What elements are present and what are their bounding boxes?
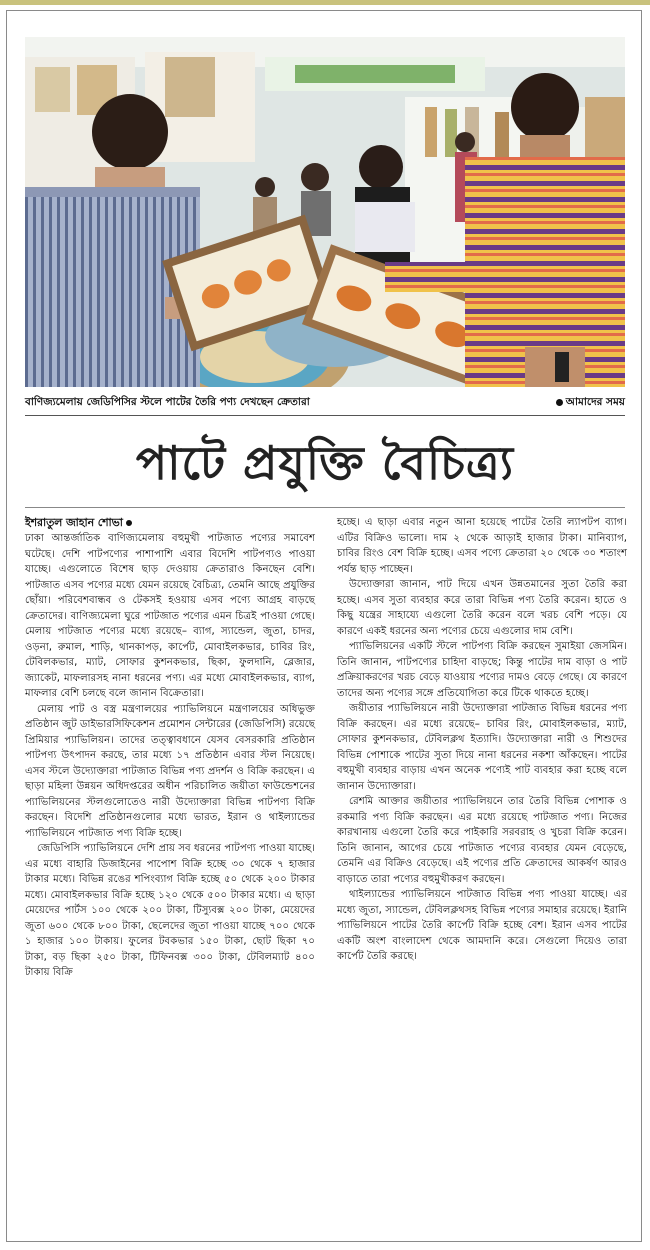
- paragraph: ঢাকা আন্তর্জাতিক বাণিজ্যমেলায় বহুমুখী পাটজাত পণ্যের সমাবেশ ঘটেছে। দেশি পাটপণ্যের পাশাপাশি এবার বিদেশি পাটপণ্যও পাওয়া যাচ্ছে। এগুলোতে বিশেষ ছাড় দেওয়ায় ক্রেতারাও কিনছেন বেশি। পাটজাত এসব পণ্যের মধ্যে যেমন রয়েছে বৈচিত্র্য, তেমনি আছে প্রযুক্তির ছোঁয়া। পরিবেশবান্ধব ও টেকসই হওয়ায় এসব পণ্যে আগ্রহ বাড়ছে ক্রেতাদের। বাণিজ্যমেলা ঘুরে পাটজাত পণ্যের এমন চিত্রই পাওয়া গেছে। মেলায় পাটজাত পণ্যের মধ্যে রয়েছে– ব্যাগ, স্যান্ডেল, জুতা, চাদর, ওড়না, রুমাল, শাড়ি, থানকাপড়, কার্পেট, মোবাইলকভার, চাবির রিং, টেবিলকভার, ম্যাট, সোফার কুশনকভার, ছিকা, ফুলদানি, ব্লেজার, জ্যাকেট, মাফলারসহ নানা ধরনের পণ্য। এর মধ্যে মোবাইলকভার, ব্যাগ, মাফলার বেশি চলছে বলে জানান বিক্রেতারা।: [25, 533, 315, 699]
- paragraph: মেলায় পাট ও বস্ত্র মন্ত্রণালয়ের প্যাভিলিয়নে মন্ত্রণালয়ের অধিভুক্ত প্রতিষ্ঠান জুট ডাইভারসিফিকেশন প্রমোশন সেন্টারের (জেডিপিসি) রয়েছে প্রিমিয়ার প্যাভিলিয়ন। তাদের তত্ত্বাবধানে যেসব বেসরকারি প্রতিষ্ঠান পাটপণ্য উৎপাদন করছে, তার মধ্যে ১৭ প্রতিষ্ঠান এবার স্টল নিয়েছে। এসব স্টলে উদ্যোক্তারা পাটজাত বিভিন্ন পণ্য প্রদর্শন ও বিক্রি করছেন। এ ছাড়া মহিলা উন্নয়ন অধিদপ্তরের অধীন পরিচালিত জয়ীতা ফাউন্ডেশনের প্যাভিলিয়নের স্টলগুলোতেও নারী উদ্যোক্তারা বিভিন্ন পাটপণ্য বিক্রি করছেন। বিদেশি প্রতিষ্ঠানগুলোর মধ্যে ভারত, ইরান ও থাইল্যান্ডের প্যাভিলিয়নে পাটজাত পণ্য বিক্রি হচ্ছে।: [25, 703, 315, 839]
- top-accent-bar: [0, 0, 650, 5]
- headline-divider: [25, 507, 625, 508]
- author-name: ইশরাতুল জাহান শোভা: [25, 516, 123, 529]
- headline: পাটে প্রযুক্তি বৈচিত্র্য: [135, 436, 515, 490]
- paragraph: হচ্ছে। এ ছাড়া এবার নতুন আনা হয়েছে পাটের তৈরি ল্যাপটপ ব্যাগ। এটির বিক্রিও ভালো। দাম ২ থেকে আড়াই হাজার টাকা। মানিব্যাগ, চাবির রিংও বেশ বিক্রি হচ্ছে। এসব পণ্যে ক্রেতারা ২০ থেকে ৩০ শতাংশ পর্যন্ত ছাড় পাচ্ছেন।: [337, 517, 627, 575]
- paragraph: জয়ীতার প্যাভিলিয়নে নারী উদ্যোক্তারা পাটজাত বিভিন্ন ধরনের পণ্য বিক্রি করছেন। এর মধ্যে রয়েছে– চাবির রিং, মোবাইলকভার, ম্যাট, সোফার কুশনকভার, টেবিলক্লথ ইত্যাদি। উদ্যোক্তারা নারী ও শিশুদের বিভিন্ন পোশাকে পাটের সুতা দিয়ে নানা ধরনের নকশা আঁকছেন। পাটের বহুমুখী ব্যবহার বাড়ায় এখন অনেক পণ্যেই পাট ব্যবহার করা হচ্ছে বলে জানান উদ্যোক্তারা।: [337, 703, 627, 792]
- photo-credit: [556, 392, 625, 412]
- bullet-icon: [556, 399, 563, 406]
- paragraph: প্যাভিলিয়নের একটি স্টলে পাটপণ্য বিক্রি করছেন সুমাইয়া জেসমিন। তিনি জানান, পাটপণ্যের চাহিদা বাড়ছে; কিন্তু পাটের দাম বাড়া ও পাট প্রক্রিয়াকরণের খরচ বেড়ে যাওয়ায় পণ্যের দামও বেড়ে গেছে। যে কারণে তাদের অন্য পণ্যের সঙ্গে প্রতিযোগিতা করে টিকে থাকতে হচ্ছে।: [337, 641, 627, 699]
- photo-caption: বাণিজ্যমেলায় জেডিপিসির স্টলে পাটের তৈরি পণ্য দেখছেন ক্রেতারা: [25, 396, 310, 408]
- article-column-right: [337, 515, 627, 965]
- paragraph: উদ্যোক্তারা জানান, পাট দিয়ে এখন উন্নতমানের সুতা তৈরি করা হচ্ছে। এসব সুতা ব্যবহার করে তারা বিভিন্ন পণ্য তৈরি করেন। হাতে ও কিছু যন্ত্রের সাহায্যে এগুলো তৈরি করেন বলে খরচ বেশি পড়ে। যে কারণে একই ধরনের অন্য পণ্যের চেয়ে এগুলোর দাম বেশি।: [337, 579, 627, 637]
- paragraph: রেশমি আক্তার জয়ীতার প্যাভিলিয়নে তার তৈরি বিভিন্ন পোশাক ও রকমারি পণ্য বিক্রি করছেন। এর মধ্যে রয়েছে পাটজাত পণ্য। নিজের কারখানায় এগুলো তৈরি করে পাইকারি সরবরাহ ও খুচরা বিক্রি করেন। তিনি জানান, আগের চেয়ে পাটজাত পণ্যের ব্যবহার যেমন বেড়েছে, তেমনি এর বিক্রিও বেড়েছে। এই পণ্যের প্রতি ক্রেতাদের আকর্ষণ আরও বাড়াতে তারা পণ্যের বহুমুখীকরণ করছেন।: [337, 796, 627, 885]
- news-photo: [25, 37, 625, 387]
- bullet-icon: [126, 520, 132, 526]
- byline: [25, 515, 315, 531]
- caption-divider: [25, 415, 625, 416]
- paragraph: জেডিপিসি প্যাভিলিয়নে দেশি প্রায় সব ধরনের পাটপণ্য পাওয়া যাচ্ছে। এর মধ্যে বাহারি ডিজাইনের পাপোশ বিক্রি হচ্ছে ৩০ থেকে ৭ হাজার টাকার মধ্যে। বিভিন্ন রঙের শপিংব্যাগ বিক্রি হচ্ছে ৫০ থেকে ২০০ টাকার মধ্যে। মোবাইলকভার বিক্রি হচ্ছে ১২০ থেকে ৫০০ টাকার মধ্যে। এ ছাড়া মেয়েদের পার্টস ১০০ থেকে ২০০ টাকা, টিস্যুবক্স ২০০ টাকা, মেয়েদের জুতা ৬০০ থেকে ৮০০ টাকা, ছেলেদের জুতা পাওয়া যাচ্ছে ৭০০ থেকে ১ হাজার ১০০ টাকায়। ফুলের টবকভার ১৫০ টাকা, ছোট ছিকা ৭০ টাকা, বড় ছিকা ২৫০ টাকা, টিফিনবক্স ৩০০ টাকা, টেবিলম্যাট ৪০০ টাকায় বিক্রি: [25, 843, 315, 978]
- paragraph: থাইল্যান্ডের প্যাভিলিয়নে পাটজাত বিভিন্ন পণ্য পাওয়া যাচ্ছে। এর মধ্যে জুতা, স্যান্ডেল, টেবিলক্লথসহ বিভিন্ন পণ্যের সমাহার রয়েছে। ইরানি প্যাভিলিয়নে পাটের তৈরি কার্পেট বিক্রি হচ্ছে বেশ। ইরান এসব পাটের একটি অংশ বাংলাদেশ থেকে আমদানি করে। সেগুলো দিয়েও তারা কার্পেট তৈরি করছে।: [337, 889, 627, 962]
- article-column-left: [25, 515, 315, 981]
- photo-caption-row: [25, 392, 625, 412]
- photo-credit-text: আমাদের সময়: [565, 396, 625, 408]
